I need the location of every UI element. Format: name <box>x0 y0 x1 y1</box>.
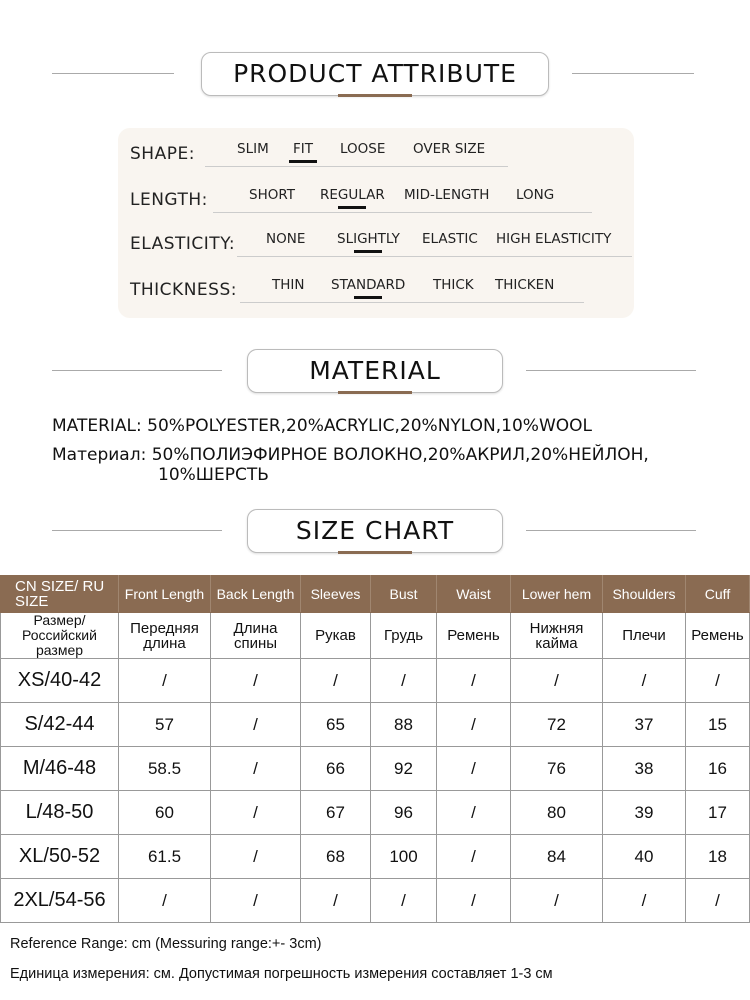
table-cell: / <box>119 659 211 703</box>
table-cell: / <box>437 747 511 791</box>
table-cell: / <box>437 659 511 703</box>
attribute-option: NONE <box>266 231 306 247</box>
material-en <box>52 416 592 436</box>
attribute-option: THIN <box>272 277 305 293</box>
table-row <box>1 659 750 703</box>
attribute-option: FIT <box>293 141 313 157</box>
table-cell: 17 <box>686 791 750 835</box>
table-cell: Размер/ Российский размер <box>1 613 119 659</box>
attribute-label: LENGTH: <box>130 190 208 210</box>
table-cell: Длина спины <box>211 613 301 659</box>
table-cell: 57 <box>119 703 211 747</box>
table-cell: XS/40-42 <box>1 659 119 703</box>
table-row <box>1 703 750 747</box>
attribute-option: THICK <box>433 277 474 293</box>
attribute-option: OVER SIZE <box>413 141 486 157</box>
table-cell: 61.5 <box>119 835 211 879</box>
table-cell: M/46-48 <box>1 747 119 791</box>
attribute-label: SHAPE: <box>130 144 195 164</box>
table-cell: 2XL/54-56 <box>1 879 119 923</box>
table-cell: / <box>437 703 511 747</box>
table-cell: Грудь <box>371 613 437 659</box>
attribute-option: MID-LENGTH <box>404 187 490 203</box>
table-cell: 15 <box>686 703 750 747</box>
material-label: Материал: <box>52 445 147 465</box>
material-ru <box>52 445 649 485</box>
attribute-line <box>205 166 508 167</box>
reference-note-ru: Единица измерения: см. Допустимая погрешность измерения составляет 1-3 см <box>10 966 553 982</box>
title-accent-bar <box>338 391 412 394</box>
table-cell: 92 <box>371 747 437 791</box>
attribute-line <box>213 212 592 213</box>
table-cell: CN SIZE/ RU SIZE <box>1 576 119 613</box>
attribute-row <box>130 276 630 306</box>
table-cell: 16 <box>686 747 750 791</box>
table-cell: 88 <box>371 703 437 747</box>
attribute-option: HIGH ELASTICITY <box>496 231 612 247</box>
attribute-option: THICKEN <box>495 277 555 293</box>
table-cell: L/48-50 <box>1 791 119 835</box>
table-row <box>1 613 750 659</box>
table-cell: / <box>437 791 511 835</box>
table-cell: / <box>511 879 603 923</box>
divider <box>526 370 696 371</box>
table-cell: / <box>686 659 750 703</box>
table-cell: / <box>301 879 371 923</box>
material-value-cont: 10%ШЕРСТЬ <box>158 465 269 485</box>
table-cell: 18 <box>686 835 750 879</box>
divider <box>572 73 694 74</box>
table-cell: / <box>437 879 511 923</box>
table-cell: / <box>119 879 211 923</box>
attribute-line <box>237 256 632 257</box>
table-cell: 60 <box>119 791 211 835</box>
table-cell: / <box>603 659 686 703</box>
table-cell: 67 <box>301 791 371 835</box>
table-row <box>1 747 750 791</box>
attribute-row <box>130 186 630 216</box>
table-row <box>1 791 750 835</box>
table-cell: Lower hem <box>511 576 603 613</box>
table-cell: 37 <box>603 703 686 747</box>
table-cell: 58.5 <box>119 747 211 791</box>
divider <box>52 73 174 74</box>
table-cell: 84 <box>511 835 603 879</box>
attribute-option: ELASTIC <box>422 231 478 247</box>
table-cell: Shoulders <box>603 576 686 613</box>
table-cell: 40 <box>603 835 686 879</box>
table-cell: 66 <box>301 747 371 791</box>
table-cell: XL/50-52 <box>1 835 119 879</box>
attribute-row <box>130 140 630 170</box>
attribute-panel <box>118 128 634 318</box>
table-cell: 68 <box>301 835 371 879</box>
table-cell: 72 <box>511 703 603 747</box>
table-cell: / <box>511 659 603 703</box>
attribute-option: SLIM <box>237 141 269 157</box>
table-cell: / <box>211 659 301 703</box>
table-row <box>1 879 750 923</box>
attribute-row <box>130 230 630 260</box>
table-cell: Рукав <box>301 613 371 659</box>
section-title-material <box>247 349 503 393</box>
attribute-option: LONG <box>516 187 555 203</box>
material-label: MATERIAL: <box>52 416 142 436</box>
table-cell: / <box>211 879 301 923</box>
table-cell: S/42-44 <box>1 703 119 747</box>
table-cell: / <box>371 879 437 923</box>
table-cell: / <box>603 879 686 923</box>
table-cell: Sleeves <box>301 576 371 613</box>
table-cell: / <box>371 659 437 703</box>
attribute-option: LOOSE <box>340 141 386 157</box>
table-cell: / <box>211 703 301 747</box>
divider <box>526 530 696 531</box>
attribute-option: SLIGHTLY <box>337 231 400 247</box>
table-cell: Плечи <box>603 613 686 659</box>
attribute-label: ELASTICITY: <box>130 234 236 254</box>
table-cell: / <box>301 659 371 703</box>
table-cell: 76 <box>511 747 603 791</box>
table-cell: / <box>437 835 511 879</box>
table-cell: / <box>686 879 750 923</box>
table-cell: Front Length <box>119 576 211 613</box>
section-title-text: MATERIAL <box>309 356 441 385</box>
table-cell: 100 <box>371 835 437 879</box>
table-cell: Bust <box>371 576 437 613</box>
size-chart-table <box>0 575 750 923</box>
table-cell: Ремень <box>437 613 511 659</box>
title-accent-bar <box>338 551 412 554</box>
table-cell: 96 <box>371 791 437 835</box>
attribute-line <box>240 302 584 303</box>
table-row <box>1 576 750 613</box>
divider <box>52 530 222 531</box>
reference-note: Reference Range: cm (Messuring range:+- 3cm) <box>10 936 322 952</box>
table-cell: Нижняя кайма <box>511 613 603 659</box>
table-cell: 38 <box>603 747 686 791</box>
table-cell: / <box>211 791 301 835</box>
table-cell: Передняя длина <box>119 613 211 659</box>
section-title-text: SIZE CHART <box>295 516 455 545</box>
title-accent-bar <box>338 94 412 97</box>
table-row <box>1 835 750 879</box>
attribute-option: REGULAR <box>320 187 385 203</box>
material-value: 50%POLYESTER,20%ACRYLIC,20%NYLON,10%WOOL <box>147 416 592 436</box>
attribute-label: THICKNESS: <box>130 280 237 300</box>
table-cell: Ремень <box>686 613 750 659</box>
section-title-attribute <box>201 52 549 96</box>
table-cell: Cuff <box>686 576 750 613</box>
table-cell: 65 <box>301 703 371 747</box>
table-cell: / <box>211 835 301 879</box>
section-title-text: PRODUCT ATTRIBUTE <box>233 59 517 88</box>
table-cell: / <box>211 747 301 791</box>
table-cell: Back Length <box>211 576 301 613</box>
material-value: 50%ПОЛИЭФИРНОЕ ВОЛОКНО,20%АКРИЛ,20%НЕЙЛОН, <box>151 445 649 465</box>
attribute-option: STANDARD <box>331 277 406 293</box>
table-cell: 39 <box>603 791 686 835</box>
attribute-option: SHORT <box>249 187 295 203</box>
table-cell: 80 <box>511 791 603 835</box>
section-title-size-chart <box>247 509 503 553</box>
divider <box>52 370 222 371</box>
table-cell: Waist <box>437 576 511 613</box>
